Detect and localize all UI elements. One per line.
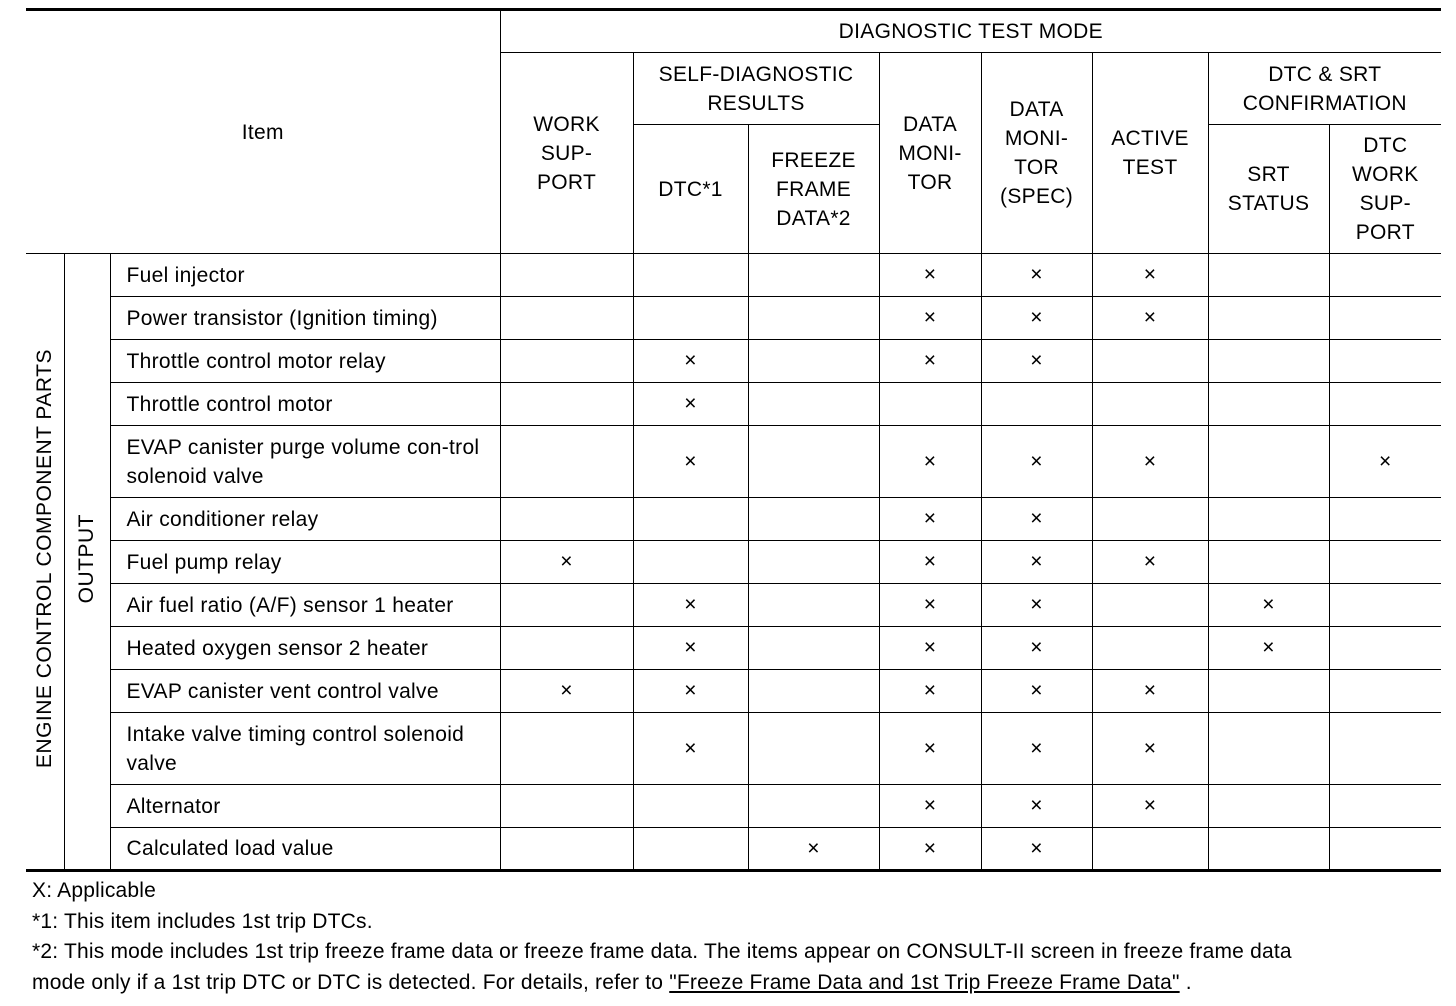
note-2-line-2: [32, 968, 1447, 999]
empty-cell: [1329, 670, 1441, 713]
empty-cell: [500, 627, 633, 670]
empty-cell: [633, 828, 748, 871]
dtc-work-support-header: DTC WORK SUP-PORT: [1329, 125, 1441, 254]
data-monitor-spec-header: DATA MONI-TOR (SPEC): [981, 53, 1092, 254]
applicable-mark: ×: [1208, 584, 1329, 627]
empty-cell: [1329, 541, 1441, 584]
group-label-output: OUTPUT: [64, 254, 110, 871]
empty-cell: [633, 785, 748, 828]
empty-cell: [1208, 254, 1329, 297]
diagnostic-test-mode-table: [26, 8, 1441, 872]
table-row: [26, 541, 1441, 584]
applicable-mark: ×: [879, 627, 981, 670]
applicable-mark: ×: [879, 340, 981, 383]
empty-cell: [748, 340, 879, 383]
empty-cell: [633, 498, 748, 541]
applicable-mark: ×: [1329, 426, 1441, 498]
empty-cell: [748, 297, 879, 340]
applicable-mark: ×: [879, 498, 981, 541]
applicable-mark: ×: [1092, 254, 1208, 297]
applicable-mark: ×: [633, 713, 748, 785]
note-2-line-1: *2: This mode includes 1st trip freeze frame data or freeze frame data. The items appear on CONSULT-II screen in freeze frame data: [32, 940, 1292, 963]
freeze-frame-data-header: FREEZE FRAME DATA*2: [748, 125, 879, 254]
table-row: [26, 828, 1441, 871]
empty-cell: [748, 426, 879, 498]
applicable-mark: ×: [879, 670, 981, 713]
table-row: [26, 584, 1441, 627]
item-name: Air fuel ratio (A/F) sensor 1 heater: [110, 584, 500, 627]
empty-cell: [1329, 584, 1441, 627]
empty-cell: [633, 541, 748, 584]
empty-cell: [1208, 340, 1329, 383]
empty-cell: [500, 340, 633, 383]
table-row: [26, 254, 1441, 297]
applicable-mark: ×: [879, 297, 981, 340]
applicable-mark: ×: [981, 297, 1092, 340]
empty-cell: [1092, 498, 1208, 541]
item-name: Fuel injector: [110, 254, 500, 297]
empty-cell: [633, 254, 748, 297]
empty-cell: [1329, 297, 1441, 340]
empty-cell: [1092, 584, 1208, 627]
applicable-mark: ×: [879, 584, 981, 627]
applicable-mark: ×: [1092, 541, 1208, 584]
applicable-mark: ×: [879, 254, 981, 297]
item-name: Throttle control motor relay: [110, 340, 500, 383]
applicable-mark: ×: [633, 340, 748, 383]
empty-cell: [500, 426, 633, 498]
empty-cell: [1092, 828, 1208, 871]
empty-cell: [500, 254, 633, 297]
empty-cell: [1208, 828, 1329, 871]
empty-cell: [1208, 785, 1329, 828]
empty-cell: [500, 584, 633, 627]
empty-cell: [1208, 426, 1329, 498]
empty-cell: [1092, 627, 1208, 670]
applicable-mark: ×: [879, 426, 981, 498]
applicable-mark: ×: [633, 627, 748, 670]
diagnostic-test-mode-header: DIAGNOSTIC TEST MODE: [500, 10, 1441, 53]
item-name: EVAP canister vent control valve: [110, 670, 500, 713]
applicable-mark: ×: [1092, 297, 1208, 340]
empty-cell: [1329, 713, 1441, 785]
applicable-mark: ×: [981, 627, 1092, 670]
freeze-frame-data-link[interactable]: "Freeze Frame Data and 1st Trip Freeze Frame Data": [669, 970, 1180, 994]
applicable-mark: ×: [981, 785, 1092, 828]
empty-cell: [981, 383, 1092, 426]
applicable-mark: ×: [500, 670, 633, 713]
applicable-mark: ×: [633, 383, 748, 426]
dtc-header: DTC*1: [633, 125, 748, 254]
applicable-mark: ×: [981, 254, 1092, 297]
item-name: Throttle control motor: [110, 383, 500, 426]
empty-cell: [748, 785, 879, 828]
applicable-mark: ×: [1092, 426, 1208, 498]
empty-cell: [1329, 627, 1441, 670]
applicable-mark: ×: [981, 340, 1092, 383]
item-name: Calculated load value: [110, 828, 500, 871]
empty-cell: [500, 498, 633, 541]
table-row: [26, 785, 1441, 828]
active-test-header: ACTIVE TEST: [1092, 53, 1208, 254]
empty-cell: [633, 297, 748, 340]
table-row: [26, 297, 1441, 340]
empty-cell: [1208, 670, 1329, 713]
applicable-mark: ×: [879, 713, 981, 785]
empty-cell: [1329, 498, 1441, 541]
applicable-mark: ×: [981, 498, 1092, 541]
empty-cell: [500, 828, 633, 871]
item-name: Alternator: [110, 785, 500, 828]
empty-cell: [748, 541, 879, 584]
footnotes: [32, 876, 1447, 998]
empty-cell: [748, 254, 879, 297]
note-1: *1: This item includes 1st trip DTCs.: [32, 909, 373, 933]
empty-cell: [1329, 340, 1441, 383]
applicable-mark: ×: [981, 828, 1092, 871]
empty-cell: [1329, 254, 1441, 297]
applicable-mark: ×: [879, 785, 981, 828]
empty-cell: [748, 670, 879, 713]
self-diagnostic-results-header: SELF-DIAGNOSTIC RESULTS: [633, 53, 879, 125]
empty-cell: [748, 627, 879, 670]
item-name: Heated oxygen sensor 2 heater: [110, 627, 500, 670]
group-label-engine-control: ENGINE CONTROL COMPONENT PARTS: [26, 254, 64, 871]
table-row: [26, 670, 1441, 713]
empty-cell: [748, 383, 879, 426]
applicable-mark: ×: [981, 584, 1092, 627]
empty-cell: [879, 383, 981, 426]
empty-cell: [1208, 713, 1329, 785]
empty-cell: [748, 498, 879, 541]
empty-cell: [748, 584, 879, 627]
applicable-mark: ×: [879, 541, 981, 584]
table-row: [26, 498, 1441, 541]
applicable-mark: ×: [981, 713, 1092, 785]
applicable-mark: ×: [1092, 785, 1208, 828]
table-row: [26, 426, 1441, 498]
table-body: [26, 254, 1441, 871]
item-name: Intake valve timing control solenoid valve: [110, 713, 500, 785]
note-2-text: mode only if a 1st trip DTC or DTC is detected. For details, refer to: [32, 970, 670, 994]
applicable-mark: ×: [1092, 670, 1208, 713]
applicable-mark: ×: [633, 670, 748, 713]
empty-cell: [500, 785, 633, 828]
empty-cell: [1208, 297, 1329, 340]
empty-cell: [1329, 785, 1441, 828]
applicable-mark: ×: [748, 828, 879, 871]
work-support-header: WORK SUP-PORT: [500, 53, 633, 254]
item-name: Power transistor (Ignition timing): [110, 297, 500, 340]
empty-cell: [500, 713, 633, 785]
item-header: Item: [26, 10, 500, 254]
applicable-mark: ×: [500, 541, 633, 584]
empty-cell: [1329, 383, 1441, 426]
item-name: Fuel pump relay: [110, 541, 500, 584]
empty-cell: [1208, 498, 1329, 541]
srt-status-header: SRT STATUS: [1208, 125, 1329, 254]
data-monitor-header: DATA MONI-TOR: [879, 53, 981, 254]
table-row: [26, 713, 1441, 785]
item-name: EVAP canister purge volume con-trol solenoid valve: [110, 426, 500, 498]
empty-cell: [1208, 541, 1329, 584]
item-name: Air conditioner relay: [110, 498, 500, 541]
empty-cell: [500, 297, 633, 340]
table-row: [26, 383, 1441, 426]
empty-cell: [748, 713, 879, 785]
applicable-mark: ×: [633, 426, 748, 498]
table-row: [26, 340, 1441, 383]
empty-cell: [500, 383, 633, 426]
applicable-mark: ×: [633, 584, 748, 627]
applicable-mark: ×: [981, 541, 1092, 584]
empty-cell: [1208, 383, 1329, 426]
dtc-srt-confirmation-header: DTC & SRT CONFIRMATION: [1208, 53, 1441, 125]
applicable-mark: ×: [879, 828, 981, 871]
empty-cell: [1092, 340, 1208, 383]
note-applicable: X: Applicable: [32, 879, 157, 902]
empty-cell: [1329, 828, 1441, 871]
applicable-mark: ×: [1092, 713, 1208, 785]
empty-cell: [1092, 383, 1208, 426]
applicable-mark: ×: [981, 670, 1092, 713]
applicable-mark: ×: [1208, 627, 1329, 670]
table-row: [26, 627, 1441, 670]
note-2-suffix: .: [1179, 970, 1192, 994]
applicable-mark: ×: [981, 426, 1092, 498]
